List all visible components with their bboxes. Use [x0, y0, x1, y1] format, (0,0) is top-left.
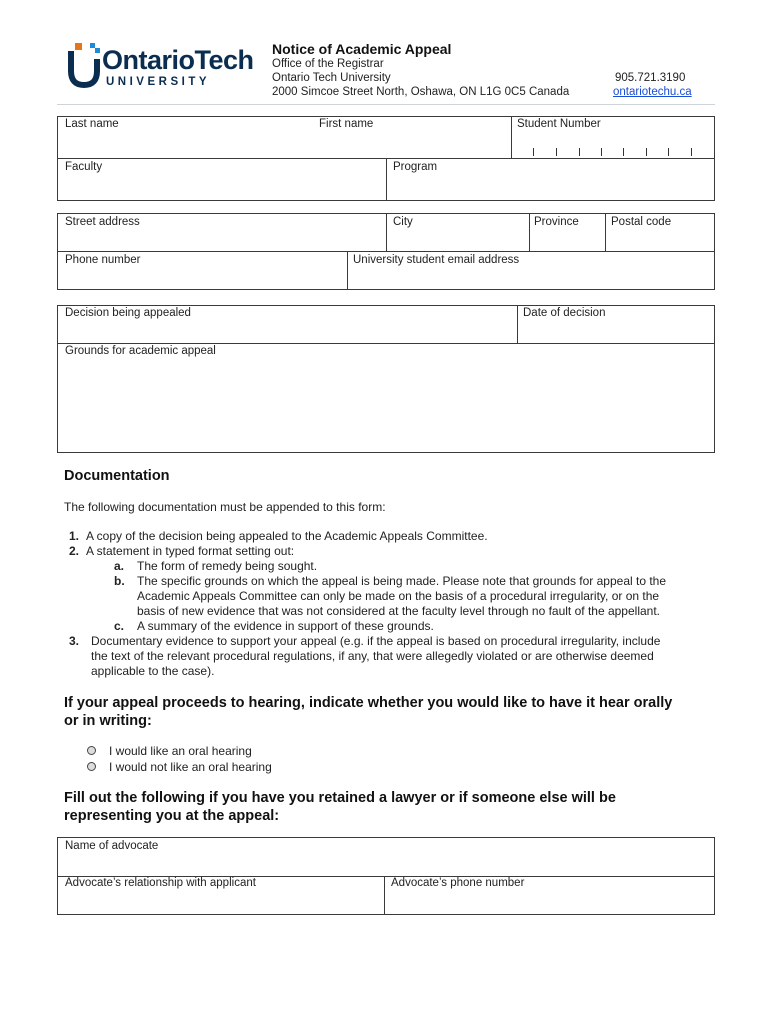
grounds-label: Grounds for academic appeal: [65, 345, 216, 357]
advocate-relationship-label: Advocate’s relationship with applicant: [65, 877, 256, 889]
city-label: City: [393, 216, 413, 228]
logo-mark-icon: [66, 43, 102, 89]
last-name-label: Last name: [65, 118, 119, 130]
digit-tick: [646, 148, 647, 156]
doc-item-2b-line2: Academic Appeals Committee can only be made on the basis of a procedural irregularity, or on the: [137, 589, 660, 603]
date-of-decision-label: Date of decision: [523, 307, 606, 319]
oral-hearing-radio[interactable]: [87, 746, 96, 755]
digit-tick: [623, 148, 624, 156]
list-number: 3.: [69, 634, 80, 648]
form-title: Notice of Academic Appeal: [272, 41, 452, 57]
advocate-heading-line2: representing you at the appeal:: [64, 808, 280, 824]
hearing-heading-line2: or in writing:: [64, 713, 152, 729]
faculty-label: Faculty: [65, 161, 103, 173]
advocate-phone-label: Advocate’s phone number: [391, 877, 525, 889]
header-divider: [57, 104, 715, 105]
advocate-heading-line1: Fill out the following if you have you retained a lawyer or if someone else will be: [64, 790, 616, 806]
documentation-heading: Documentation: [64, 468, 170, 484]
doc-item-3-line1: Documentary evidence to support your appeal (e.g. if the appeal is based on procedural irregularity, include: [91, 634, 661, 648]
student-number-label: Student Number: [517, 118, 601, 130]
digit-tick: [533, 148, 534, 156]
province-label: Province: [534, 216, 579, 228]
digit-tick: [601, 148, 602, 156]
doc-item-2b-line3: basis of new evidence that was not considered at the faculty level through no fault of the appellant.: [137, 604, 661, 618]
decision-label: Decision being appealed: [65, 307, 191, 319]
no-oral-hearing-label: I would not like an oral hearing: [109, 760, 272, 774]
documentation-intro: The following documentation must be appended to this form:: [64, 500, 386, 514]
advocate-name-label: Name of advocate: [65, 840, 159, 852]
university-name: Ontario Tech University: [272, 72, 391, 84]
oral-hearing-label: I would like an oral hearing: [109, 744, 252, 758]
digit-tick: [579, 148, 580, 156]
postal-code-label: Postal code: [611, 216, 672, 228]
registrar-phone: 905.721.3190: [615, 72, 686, 84]
digit-tick: [668, 148, 669, 156]
logo-subtitle: UNIVERSITY: [106, 76, 211, 88]
list-letter: b.: [114, 574, 125, 588]
list-letter: c.: [114, 619, 125, 633]
logo-word-tech: Tech: [194, 45, 254, 75]
phone-number-label: Phone number: [65, 254, 141, 266]
grounds-field[interactable]: [58, 344, 714, 452]
website-link-text[interactable]: ontariotechu.ca: [613, 86, 692, 98]
doc-item-2: A statement in typed format setting out:: [86, 544, 295, 558]
digit-tick: [691, 148, 692, 156]
hearing-heading-line1: If your appeal proceeds to hearing, indicate whether you would like to have it hear orally: [64, 695, 673, 711]
list-number: 1.: [69, 529, 80, 543]
program-label: Program: [393, 161, 438, 173]
doc-item-3-line3: applicable to the case).: [91, 664, 215, 678]
office-name: Office of the Registrar: [272, 58, 384, 70]
doc-item-2a: The form of remedy being sought.: [137, 559, 318, 573]
list-number: 2.: [69, 544, 80, 558]
faculty-field[interactable]: [58, 159, 385, 200]
doc-item-2c: A summary of the evidence in support of these grounds.: [137, 619, 434, 633]
logo-word-ontario: Ontario: [102, 45, 195, 75]
no-oral-hearing-radio[interactable]: [87, 762, 96, 771]
first-name-label: First name: [319, 118, 374, 130]
digit-tick: [556, 148, 557, 156]
doc-item-2b-line1: The specific grounds on which the appeal is being made. Please note that grounds for appeal to the: [137, 574, 667, 588]
website-link[interactable]: [613, 85, 692, 99]
email-label: University student email address: [353, 254, 520, 266]
list-letter: a.: [114, 559, 125, 573]
doc-item-1: A copy of the decision being appealed to the Academic Appeals Committee.: [86, 529, 488, 543]
university-logo: [66, 40, 266, 90]
university-address: 2000 Simcoe Street North, Oshawa, ON L1G 0C5 Canada: [272, 86, 570, 98]
doc-item-3-line2: the text of the relevant procedural regulations, if any, that were allegedly violated or are otherwise deemed: [91, 649, 654, 663]
street-address-label: Street address: [65, 216, 140, 228]
